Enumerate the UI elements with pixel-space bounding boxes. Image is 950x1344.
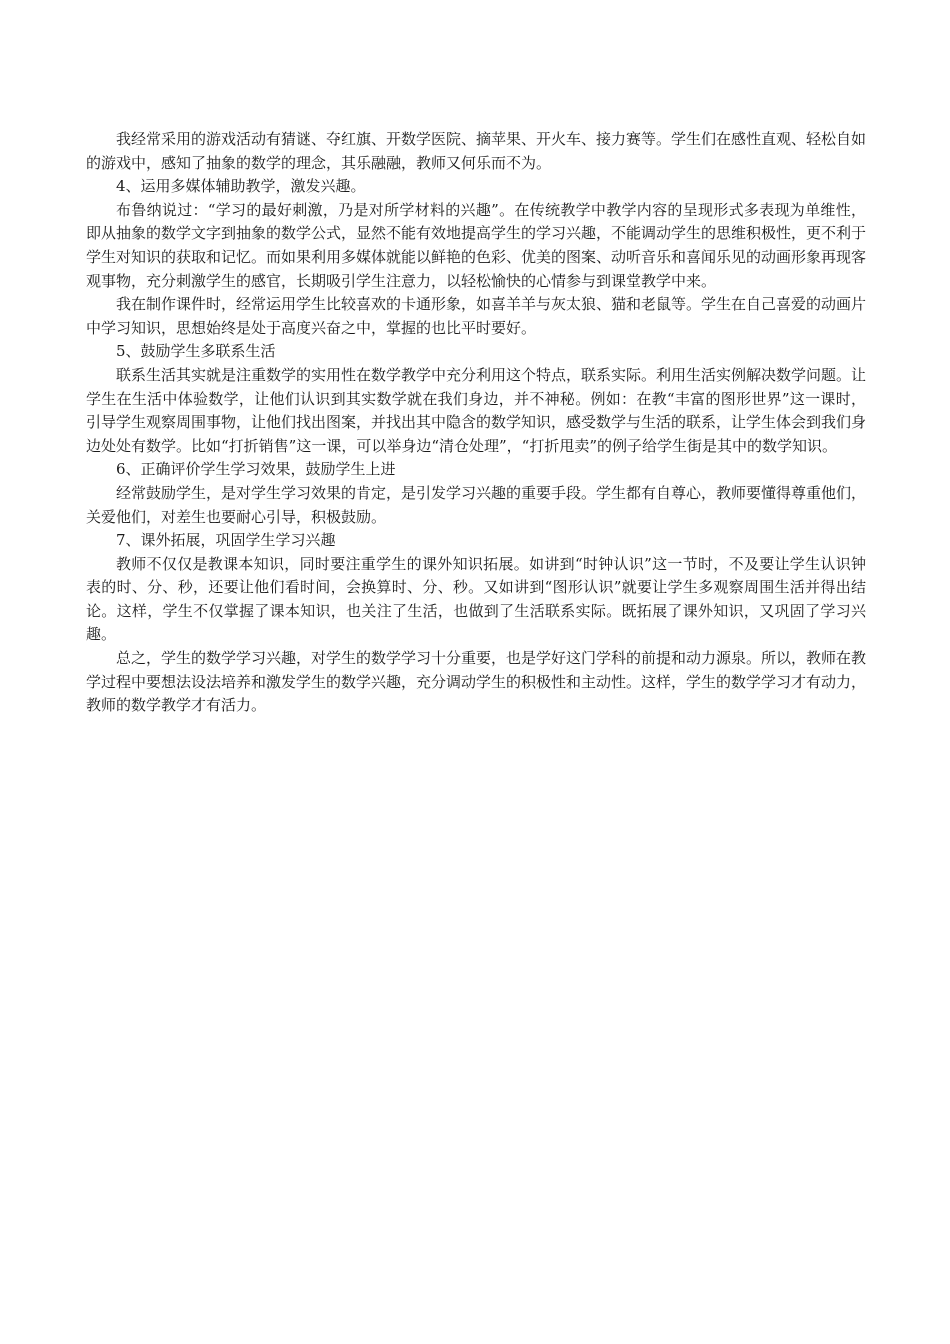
heading-extracurricular: 7、课外拓展，巩固学生学习兴趣 — [116, 531, 336, 550]
heading-connect-life: 5、鼓励学生多联系生活 — [116, 342, 276, 361]
heading-evaluation: 6、正确评价学生学习效果，鼓励学生上进 — [116, 460, 396, 479]
paragraph-courseware: 我在制作课件时，经常运用学生比较喜欢的卡通形象，如喜羊羊与灰太狼、猫和老鼠等。学生在自己喜爱的动画片中学习知识，思想始终是处于高度兴奋之中，掌握的也比平时要好。 — [86, 295, 867, 337]
paragraph-bruner-quote: 布鲁纳说过：“学习的最好刺激，乃是对所学材料的兴趣”。在传统教学中教学内容的呈现形式多表现为单维性，即从抽象的数学文字到抽象的数学公式，显然不能有效地提高学生的学习兴趣，不能调动学生的思维积极性，更不利于学生对知识的获取和记忆。而如果利用多媒体就能以鲜艳的色彩、优美的图案、动听音乐和喜闻乐见的动画形象再现客观事物，充分刺激学生的感官，长期吸引学生注意力，以轻松愉快的心情参与到课堂教学中来。 — [86, 200, 867, 290]
paragraph-life-examples: 联系生活其实就是注重数学的实用性在数学教学中充分利用这个特点，联系实际。利用生活实例解决数学问题。让学生在生活中体验数学，让他们认识到其实数学就在我们身边，并不神秘。例如：在教“丰富的图形世界”这一课时，引导学生观察周围事物，让他们找出图案，并找出其中隐含的数学知识，感受数学与生活的联系，让学生体会到我们身边处处有数学。比如“打折销售”这一课，可以举身边“清仓处理”，“打折甩卖”的例子给学生街是其中的数学知识。 — [86, 365, 867, 455]
paragraph-games: 我经常采用的游戏活动有猜谜、夺红旗、开数学医院、摘苹果、开火车、接力赛等。学生们在感性直观、轻松自如的游戏中，感知了抽象的数学的理念，其乐融融，教师又何乐而不为。 — [86, 130, 867, 172]
document-body — [86, 128, 866, 718]
heading-multimedia: 4、运用多媒体辅助教学，激发兴趣。 — [116, 177, 366, 196]
paragraph-extracurricular: 教师不仅仅是教课本知识，同时要注重学生的课外知识拓展。如讲到“时钟认识”这一节时，不及要让学生认识钟表的时、分、秒，还要让他们看时间，会换算时、分、秒。又如讲到“图形认识”就要让学生多观察周围生活并得出结论。这样，学生不仅掌握了课本知识，也关注了生活，也做到了生活联系实际。既拓展了课外知识，又巩固了学习兴趣。 — [86, 554, 866, 644]
paragraph-encouragement: 经常鼓励学生，是对学生学习效果的肯定，是引发学习兴趣的重要手段。学生都有自尊心，教师要懂得尊重他们，关爱他们，对差生也要耐心引导，积极鼓励。 — [86, 483, 867, 526]
paragraph-conclusion: 总之，学生的数学学习兴趣，对学生的数学学习十分重要，也是学好这门学科的前提和动力源泉。所以，教师在教学过程中要想法设法培养和激发学生的数学兴趣，充分调动学生的积极性和主动性。这样，学生的数学学习才有动力，教师的数学教学才有活力。 — [86, 649, 867, 715]
